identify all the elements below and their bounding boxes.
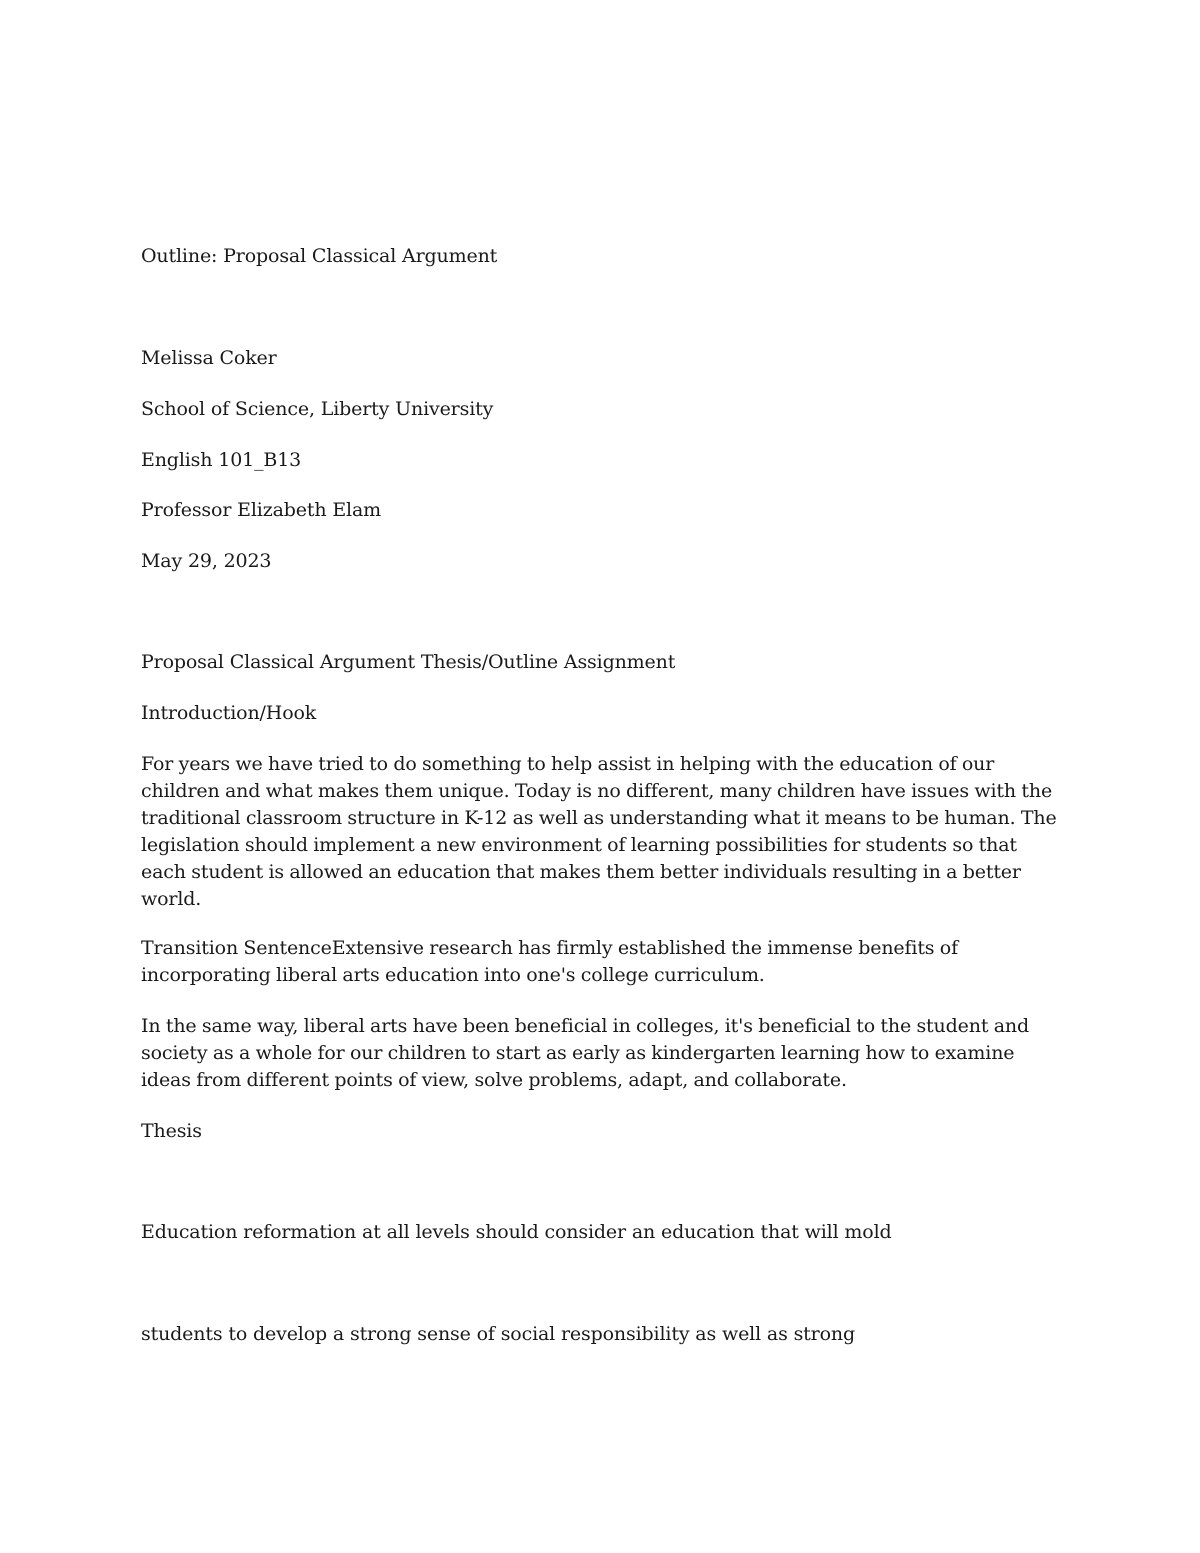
thesis-line-1: Education reformation at all levels should consider an education that will mold [141,1221,892,1243]
professor-name: Professor Elizabeth Elam [141,499,382,521]
document-title: Outline: Proposal Classical Argument [141,245,498,267]
course-name: English 101_B13 [141,449,302,471]
thesis-heading: Thesis [141,1120,202,1142]
document-date: May 29, 2023 [141,550,272,572]
school-name: School of Science, Liberty University [141,398,494,420]
intro-heading: Introduction/Hook [141,702,317,724]
intro-paragraph: For years we have tried to do something to help assist in helping with the education of our children and what makes them unique. Today is no different, many children have issues with the traditional classroom structure in K-12 as well as understanding what it means to be human. The legislation should implement a new environment of learning possibilities for students so that each student is allowed an education that makes them better individuals resulting in a better world. [141,753,1057,910]
assignment-heading: Proposal Classical Argument Thesis/Outline Assignment [141,651,676,673]
liberal-arts-paragraph: In the same way, liberal arts have been beneficial in colleges, it's beneficial to the student and society as a whole for our children to start as early as kindergarten learning how to examine ideas from different points of view, solve problems, adapt, and collaborate. [141,1015,1029,1091]
transition-paragraph: Transition SentenceExtensive research has firmly established the immense benefits of incorporating liberal arts education into one's college curriculum. [141,937,958,986]
thesis-line-2: students to develop a strong sense of social responsibility as well as strong [141,1323,855,1345]
author-name: Melissa Coker [141,347,277,369]
